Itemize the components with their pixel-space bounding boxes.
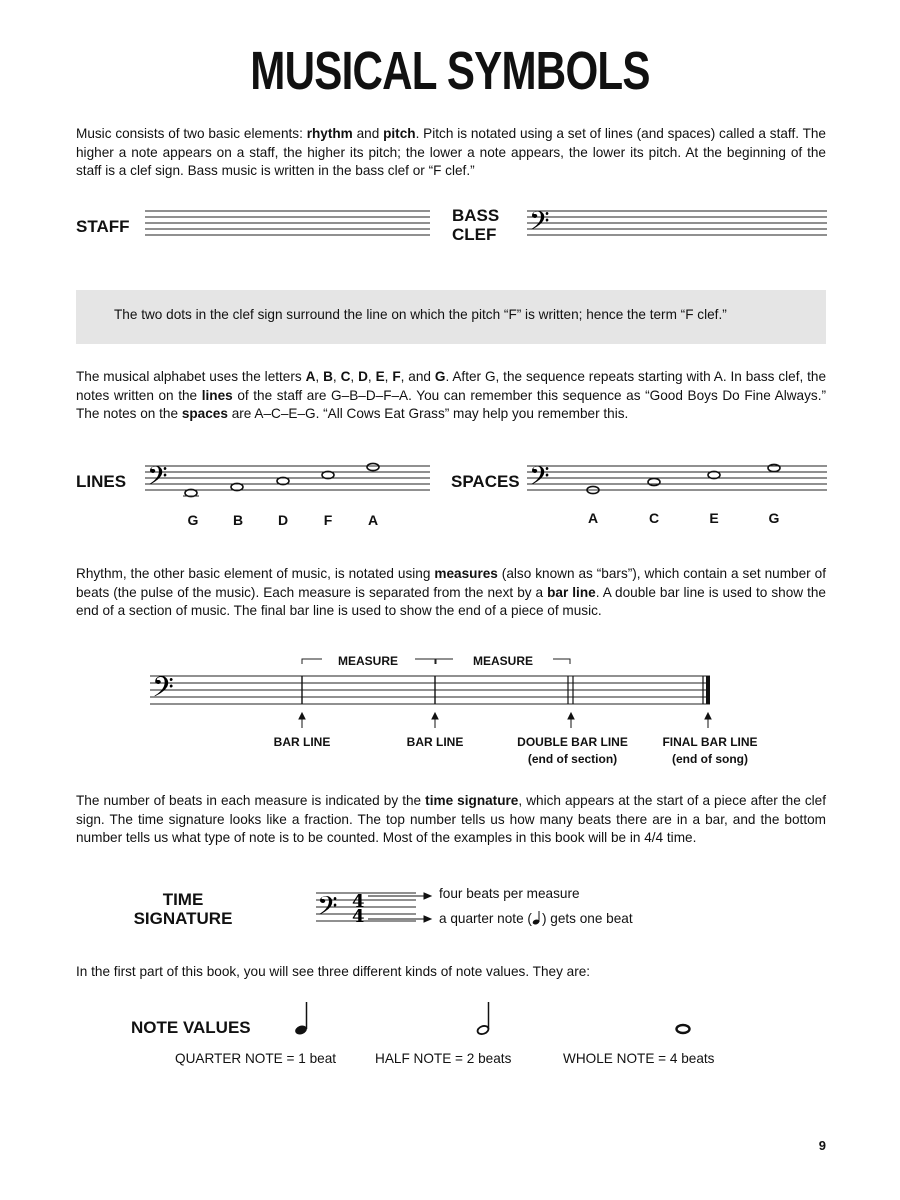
bass-clef-label-line1: BASS [452,206,500,225]
spaces-note-letter: A [587,510,599,526]
half-note-value: HALF NOTE = 2 beats [375,1051,512,1066]
lines-note-letter: D [277,512,289,528]
callout-box [76,290,826,344]
time-signature-top: 4 [352,891,365,912]
whole-note-value: WHOLE NOTE = 4 beats [563,1051,715,1066]
note-a [367,463,379,470]
bass-clef-staff [527,205,827,243]
spaces-note-letter: C [648,510,660,526]
four-beats-text: four beats per measure [439,886,580,901]
bar-line-label: BAR LINE [273,735,331,749]
time-signature-staff [316,890,436,930]
time-signature-label-line1: TIME [162,890,204,909]
final-bar-line-sub: (end of song) [672,752,748,766]
time-signature-label [128,890,238,928]
final-bar-line-label: FINAL BAR LINE [662,735,758,749]
lines-note-letter: G [187,512,199,528]
staff-illustration [145,210,430,240]
spaces-label: SPACES [451,472,520,491]
quarter-note-icon [294,1000,314,1036]
half-note-icon [476,1000,496,1036]
alphabet-paragraph: The musical alphabet uses the letters A, B, C, D, E, F, and G. After G, the sequence repeats starting with A. In bass clef, the notes written on the lines of the staff are G–B–D–F–A. You can remember this sequence as “Good Boys Do Fine Always.” The notes on the spaces are A–C–E–G. “All Cows Eat Grass” may help you remember this. [76,369,827,421]
quarter-note-beat-text: a quarter note ( ) gets one beat [439,911,633,926]
note-values-label: NOTE VALUES [131,1018,251,1037]
note-g [768,464,780,471]
measure-diagram [150,650,720,730]
lines-note-letter: F [323,512,333,528]
note-values-intro: In the first part of this book, you will see three different kinds of note values. They are: [76,964,591,979]
double-bar-line-label: DOUBLE BAR LINE [517,735,628,749]
intro-paragraph: Music consists of two basic elements: rhythm and pitch. Pitch is notated using a set of lines (and spaces) called a staff. The higher a note appears on a staff, the higher its pitch; the lower a note appears, the lower its pitch. At the beginning of the staff is a clef sign. Bass music is written in the bass clef or “F clef.” [76,126,826,178]
note-c [648,478,660,485]
spaces-note-letter: G [768,510,780,526]
staff-label: STAFF [76,217,130,236]
double-bar-line-sub: (end of section) [527,752,618,766]
quarter-note-icon [532,910,542,926]
lines-note-letter: B [232,512,244,528]
page-number: 9 [818,1138,826,1153]
lines-staff [145,460,430,505]
page-title: MUSICAL SYMBOLS [250,41,650,101]
bass-clef-icon: 𝄢 [317,890,338,928]
time-signature-paragraph: The number of beats in each measure is indicated by the time signature, which appears at the start of a piece after the clef sign. The time signature looks like a fraction. The top number tells us how many beats there are in a bar, and the bottom number tells us what type of note is to be counted. Most of the examples in this book will be in 4/4 time. [76,793,826,845]
bass-clef-label-line2: CLEF [452,225,497,244]
rhythm-paragraph: Rhythm, the other basic element of music, is notated using measures (also known as “bars”), which contain a set number of beats (the pulse of the music). Each measure is separated from the next by a bar line. A double bar line is used to show the end of a section of music. The final bar line is used to show the end of a piece of music. [76,566,826,618]
quarter-note-value: QUARTER NOTE = 1 beat [175,1051,337,1066]
time-signature-label-line2: SIGNATURE [133,909,233,928]
lines-label: LINES [76,472,127,491]
measure-label: MEASURE [472,654,533,668]
whole-note-icon [674,1020,694,1036]
time-signature-bottom: 4 [352,906,365,927]
bass-clef-icon: 𝄢 [152,671,174,711]
bass-clef-icon: 𝄢 [529,205,550,243]
bass-clef-icon: 𝄢 [529,460,550,498]
spaces-staff [527,460,827,505]
bass-clef-label [452,206,499,244]
bar-line-label: BAR LINE [406,735,464,749]
callout-text: The two dots in the clef sign surround the line on which the pitch “F” is written; hence the term “F clef.” [114,307,727,322]
lines-note-letter: A [367,512,379,528]
measure-label: MEASURE [337,654,398,668]
bass-clef-icon: 𝄢 [147,460,168,498]
spaces-note-letter: E [709,510,719,526]
